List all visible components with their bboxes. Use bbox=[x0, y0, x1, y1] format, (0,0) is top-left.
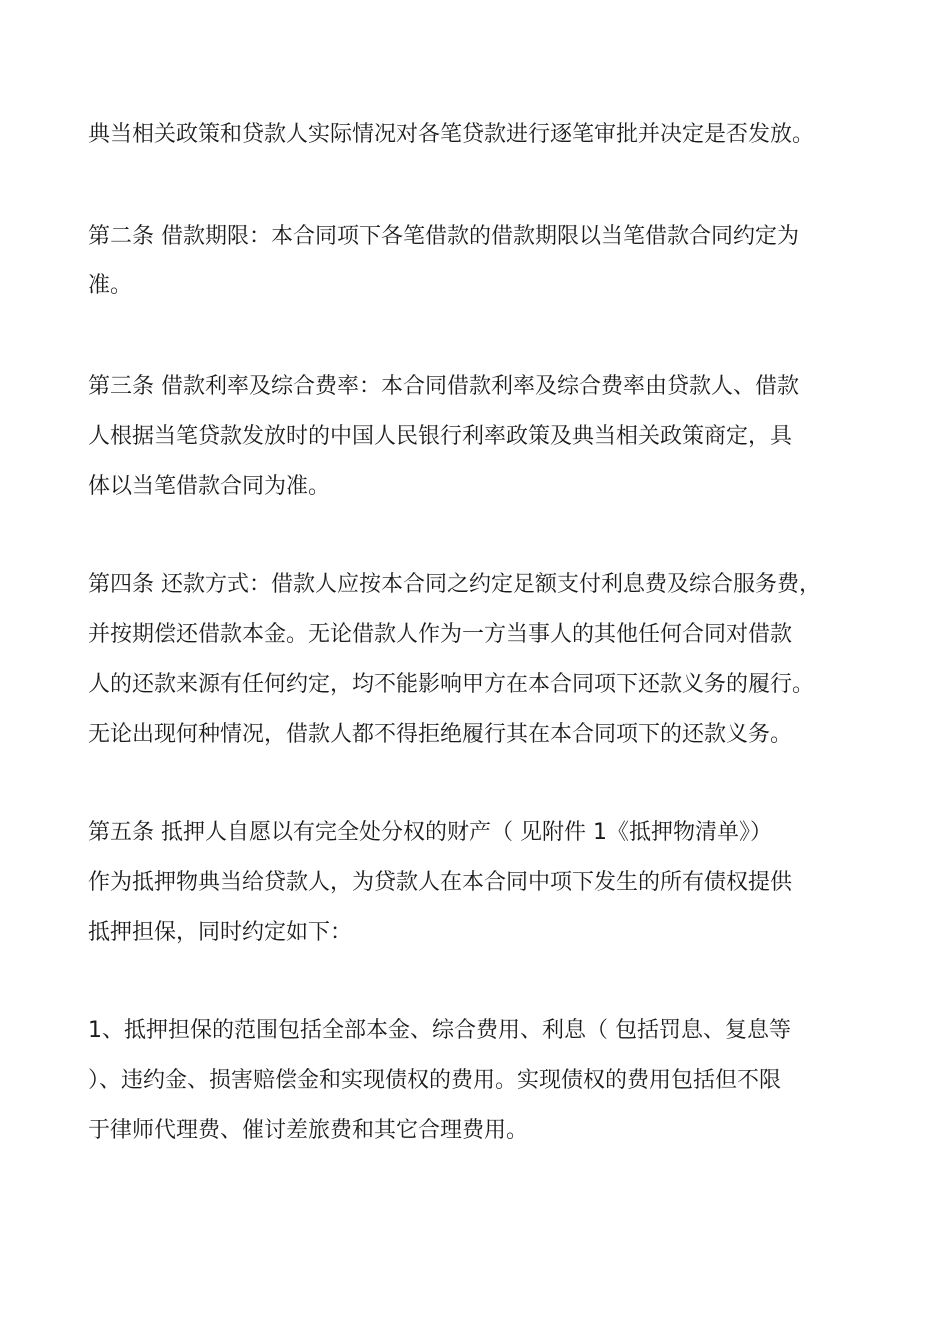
article-4-line: 人的还款来源有任何约定，均不能影响甲方在本合同项下还款义务的履行。 bbox=[88, 672, 815, 697]
article-5-line: 作为抵押物典当给贷款人，为贷款人在本合同中项下发生的所有债权提供 bbox=[88, 870, 793, 895]
article-3-line: 体以当笔借款合同为准。 bbox=[88, 474, 331, 499]
clause-1-line: 1、抵押担保的范围包括全部本金、综合费用、利息（ 包括罚息、复息等 bbox=[88, 1018, 791, 1043]
article-3-line: 人根据当笔贷款发放时的中国人民银行利率政策及典当相关政策商定，具 bbox=[88, 424, 793, 449]
article-2-line: 第二条 借款期限：本合同项下各笔借款的借款期限以当笔借款合同约定为 bbox=[88, 224, 799, 249]
article-4-line: 第四条 还款方式：借款人应按本合同之约定足额支付利息费及综合服务费， bbox=[88, 572, 821, 597]
article-5-line: 第五条 抵押人自愿以有完全处分权的财产（ 见附件 1《抵押物清单》） bbox=[88, 820, 772, 845]
clause-1-line: ）、违约金、损害赔偿金和实现债权的费用。实现债权的费用包括但不限 bbox=[88, 1068, 782, 1093]
article-4-line: 并按期偿还借款本金。无论借款人作为一方当事人的其他任何合同对借款 bbox=[88, 622, 793, 647]
article-2-line: 准。 bbox=[88, 273, 133, 298]
article-3-line: 第三条 借款利率及综合费率：本合同借款利率及综合费率由贷款人、借款 bbox=[88, 374, 799, 399]
paragraph-line: 典当相关政策和贷款人实际情况对各笔贷款进行逐笔审批并决定是否发放。 bbox=[88, 122, 815, 147]
article-4-line: 无论出现何种情况，借款人都不得拒绝履行其在本合同项下的还款义务。 bbox=[88, 722, 793, 747]
article-5-line: 抵押担保，同时约定如下： bbox=[88, 920, 353, 945]
clause-1-line: 于律师代理费、催讨差旅费和其它合理费用。 bbox=[88, 1118, 529, 1143]
